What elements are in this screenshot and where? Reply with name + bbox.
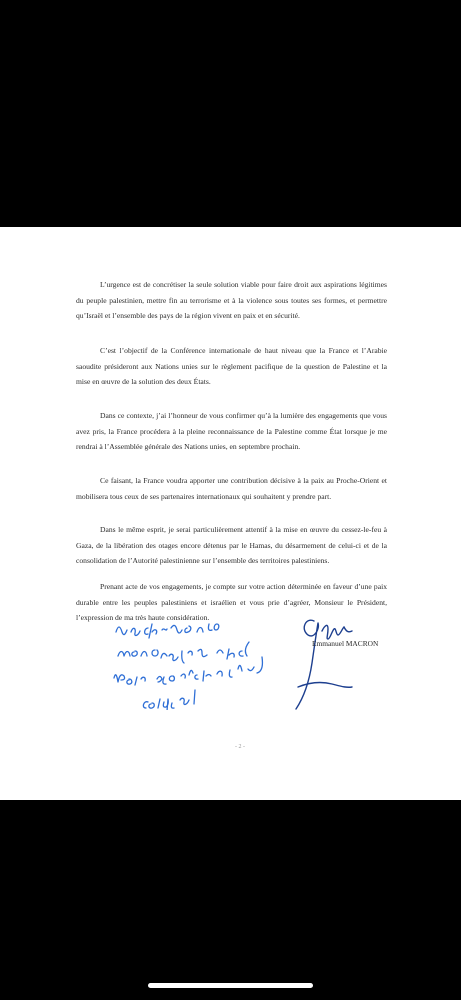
letter-page: [0, 227, 461, 800]
page-number: - 2 -: [235, 744, 245, 750]
handwritten-note-image: [108, 618, 323, 710]
signature-image: [292, 609, 378, 713]
paragraph-1: L’urgence est de concrétiser la seule solution viable pour faire droit aux aspirations légitimes du peuple palestinien, mettre fin au terrorisme et à la violence sous toutes ses formes, et permettre qu’Israël et l’ensemble des pays de la région vivent en paix et en sécurité.: [76, 280, 387, 320]
paragraph-6: Prenant acte de vos engagements, je compte sur votre action déterminée en faveur d’une paix durable entre les peuples palestiniens et israélien et vous prie d’agréer, Monsieur le Président, l’expression de ma très haute considération.: [76, 582, 387, 622]
paragraph-5: Dans le même esprit, je serai particulièrement attentif à la mise en œuvre du cessez-le-feu à Gaza, de la libération des otages encore détenus par le Hamas, du désarmement de celui-ci et de la consolidation de l’Autorité palestinienne sur l’ensemble des territoires palestiniens.: [76, 525, 387, 565]
paragraph-4: Ce faisant, la France voudra apporter une contribution décisive à la paix au Proche-Orient et mobilisera tous ceux de ses partenaires internationaux qui souhaitent y prendre part.: [76, 476, 387, 501]
signer-name: Emmanuel MACRON: [312, 639, 379, 648]
paragraph-2: C’est l’objectif de la Conférence internationale de haut niveau que la France et l’Arabie saoudite présideront aux Nations unies sur le règlement pacifique de la question de Palestine et la mise en œuvre de la solution des deux États.: [76, 346, 387, 386]
home-indicator[interactable]: [148, 983, 313, 988]
paragraph-3: Dans ce contexte, j’ai l’honneur de vous confirmer qu’à la lumière des engagements que vous avez pris, la France procédera à la pleine reconnaissance de la Palestine comme État lorsque je me rendrai à l’Assemblée générale des Nations unies, en septembre prochain.: [76, 411, 387, 451]
